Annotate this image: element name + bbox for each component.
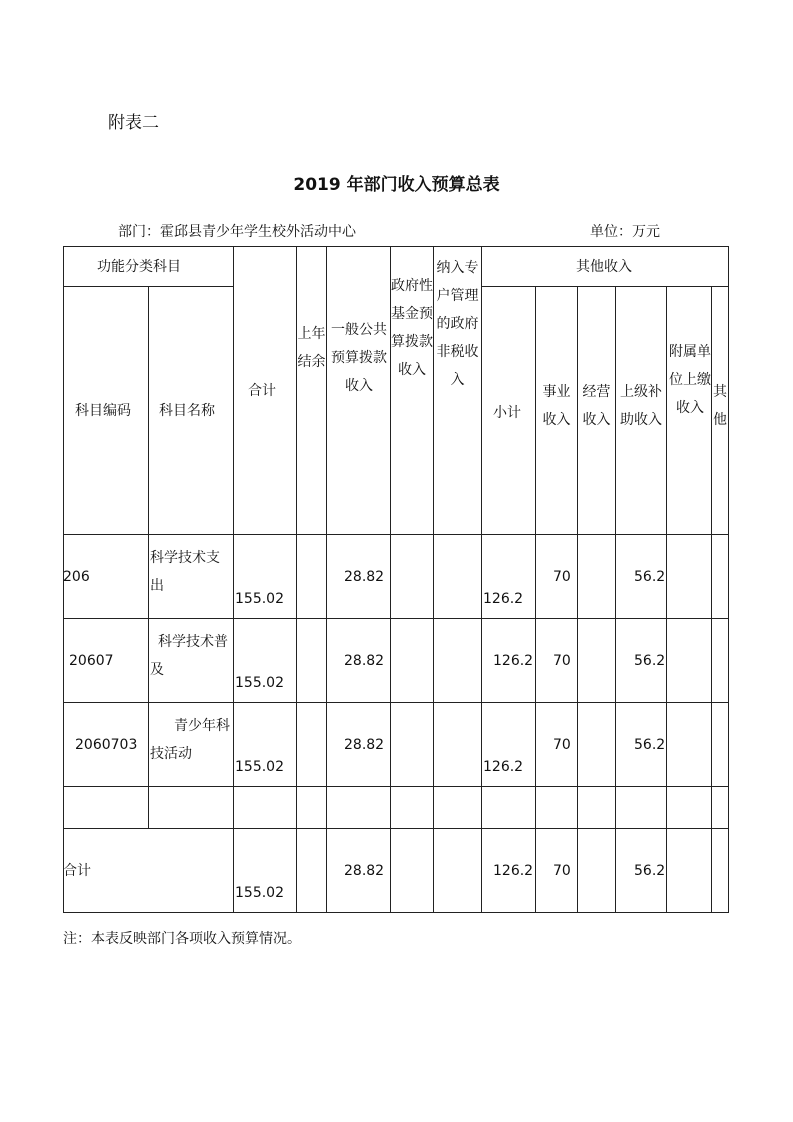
header-name: 科目名称: [159, 403, 215, 419]
header-other-income: 其他收入: [576, 259, 632, 275]
header-gov-fund: 政府性基金预算拨款收入: [391, 278, 433, 378]
row2-business: 70: [553, 653, 571, 669]
unit-label: 单位：万元: [590, 224, 660, 240]
header-operating: 经营收入: [582, 384, 611, 428]
total-subtotal: 126.2: [493, 863, 534, 879]
budget-table: [63, 246, 729, 912]
row-divider-3: [63, 786, 729, 787]
page-title: 2019 年部门收入预算总表: [293, 175, 500, 195]
row3-subtotal: 126.2: [483, 759, 524, 775]
row1-name: 科学技术支出: [150, 550, 220, 594]
row1-general: 28.82: [344, 569, 385, 585]
footnote: 注：本表反映部门各项收入预算情况。: [63, 931, 301, 947]
header-total: 合计: [248, 383, 276, 399]
annex-label: 附表二: [108, 113, 159, 133]
header-code: 科目编码: [75, 403, 131, 419]
department-label: 部门：霍邱县青少年学生校外活动中心: [118, 224, 356, 240]
row3-general: 28.82: [344, 737, 385, 753]
total-label: 合计: [63, 863, 91, 879]
header-superior-subsidy: 上级补助收入: [620, 384, 662, 428]
total-business: 70: [553, 863, 571, 879]
header-affiliated: 附属单位上缴收入: [669, 344, 711, 416]
row1-code: 206: [63, 569, 90, 585]
table-border-top: [63, 246, 729, 247]
row3-superior: 56.2: [634, 737, 666, 753]
col-line-total: [233, 246, 234, 912]
row2-superior: 56.2: [634, 653, 666, 669]
header-general-budget: 一般公共预算拨款收入: [331, 322, 387, 394]
total-general: 28.82: [344, 863, 385, 879]
col-line-general: [326, 246, 327, 912]
row1-superior: 56.2: [634, 569, 666, 585]
row3-total: 155.02: [235, 759, 284, 775]
header-function-class: 功能分类科目: [97, 259, 181, 275]
header-special-nontax: 纳入专户管理的政府非税收入: [436, 260, 479, 388]
table-border-right: [728, 246, 729, 912]
row3-name: 青少年科技活动: [150, 718, 230, 762]
row1-subtotal: 126.2: [483, 591, 524, 607]
row-divider-4: [63, 828, 729, 829]
table-border-bottom: [63, 912, 729, 913]
col-line-subtotal: [481, 246, 482, 912]
col-line-code: [148, 286, 149, 828]
row2-general: 28.82: [344, 653, 385, 669]
header-bottom: [63, 534, 729, 535]
header-divider-right: [481, 286, 729, 287]
row2-name: 科学技术普及: [150, 634, 228, 678]
col-line-affiliated: [666, 286, 667, 912]
row1-total: 155.02: [235, 591, 284, 607]
header-subtotal: 小计: [493, 405, 521, 421]
row2-total: 155.02: [235, 675, 284, 691]
row2-subtotal: 126.2: [493, 653, 534, 669]
row3-business: 70: [553, 737, 571, 753]
row3-code: 2060703: [75, 737, 138, 753]
header-other: 其他: [713, 384, 727, 428]
row1-business: 70: [553, 569, 571, 585]
header-carryover: 上年结余: [297, 326, 326, 370]
row-divider-1: [63, 618, 729, 619]
total-superior: 56.2: [634, 863, 666, 879]
row2-code: 20607: [69, 653, 114, 669]
row-divider-2: [63, 702, 729, 703]
header-business: 事业收入: [542, 384, 571, 428]
total-total: 155.02: [235, 885, 284, 901]
